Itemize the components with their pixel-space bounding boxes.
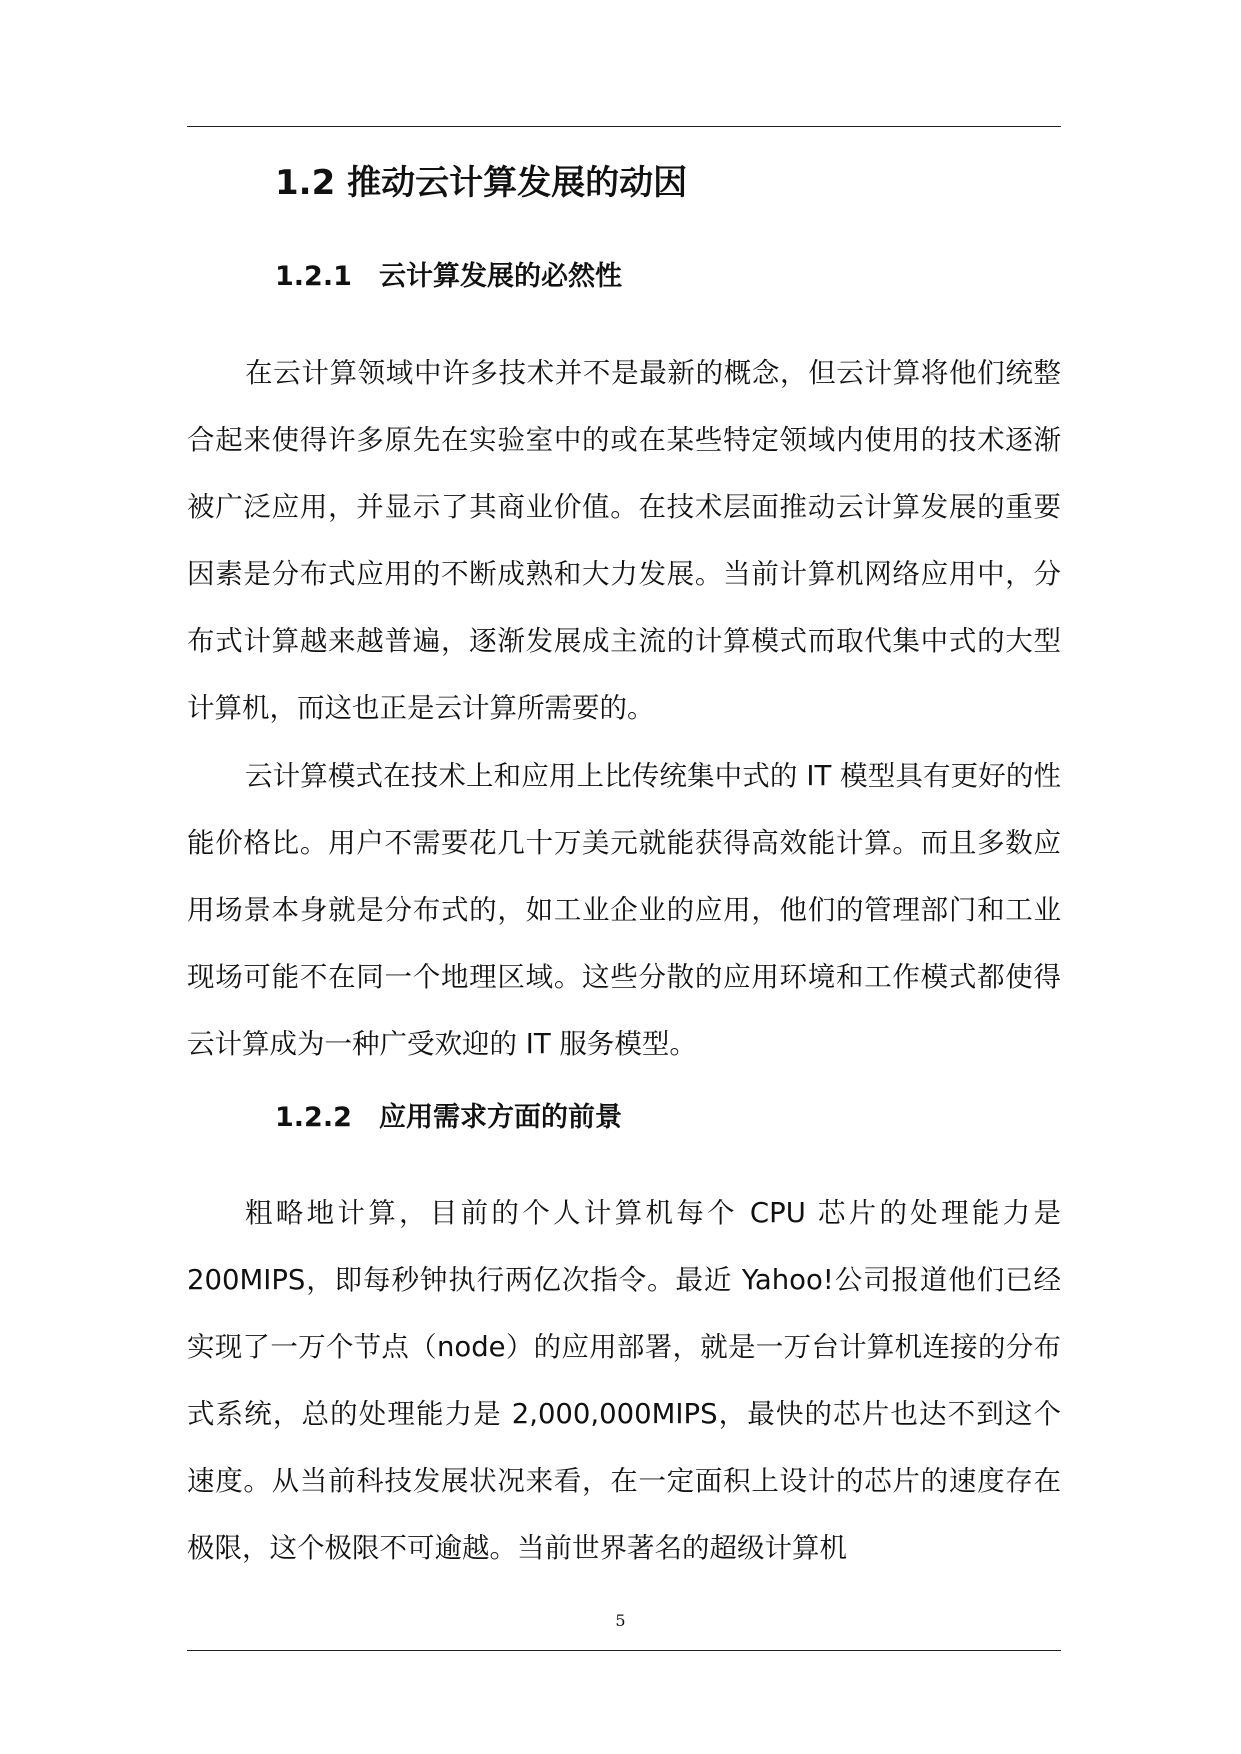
subsection-heading-1 [275,257,622,297]
subsection-heading-2 [275,1098,622,1138]
subsection-number-2: 1.2.2 [275,1102,352,1133]
body-paragraph-3: 粗略地计算，目前的个人计算机每个 CPU 芯片的处理能力是200MIPS，即每秒钟执行两亿次指令。最近 Yahoo!公司报道他们已经实现了一万个节点（node）的应用部署，就是一万台计算机连接的分布式系统，总的处理能力是 2,000,000MIPS，最快的芯片也达不到这个速度。从当前科技发展状况来看，在一定面积上设计的芯片的速度存在极限，这个极限不可逾越。当前世界著名的超级计算机 [187,1197,1061,1564]
body-paragraph-2: 云计算模式在技术上和应用上比传统集中式的 IT 模型具有更好的性能价格比。用户不需要花几十万美元就能获得高效能计算。而且多数应用场景本身就是分布式的，如工业企业的应用，他们的管理部门和工业现场可能不在同一个地理区域。这些分散的应用环境和工作模式都使得云计算成为一种广受欢迎的 IT 服务模型。 [187,760,1061,1060]
subsection-number-1: 1.2.1 [275,261,352,292]
header-rule [187,126,1061,127]
subsection-title-2: 应用需求方面的前景 [379,1102,622,1133]
page-number: 5 [615,1611,626,1630]
subsection-title-1: 云计算发展的必然性 [379,261,622,292]
section-heading: 1.2 推动云计算发展的动因 [275,163,688,203]
footer-rule [187,1650,1061,1651]
body-paragraph-1: 在云计算领域中许多技术并不是最新的概念，但云计算将他们统整合起来使得许多原先在实验室中的或在某些特定领域内使用的技术逐渐被广泛应用，并显示了其商业价值。在技术层面推动云计算发展的重要因素是分布式应用的不断成熟和大力发展。当前计算机网络应用中，分布式计算越来越普遍，逐渐发展成主流的计算模式而取代集中式的大型计算机，而这也正是云计算所需要的。 [187,357,1061,724]
